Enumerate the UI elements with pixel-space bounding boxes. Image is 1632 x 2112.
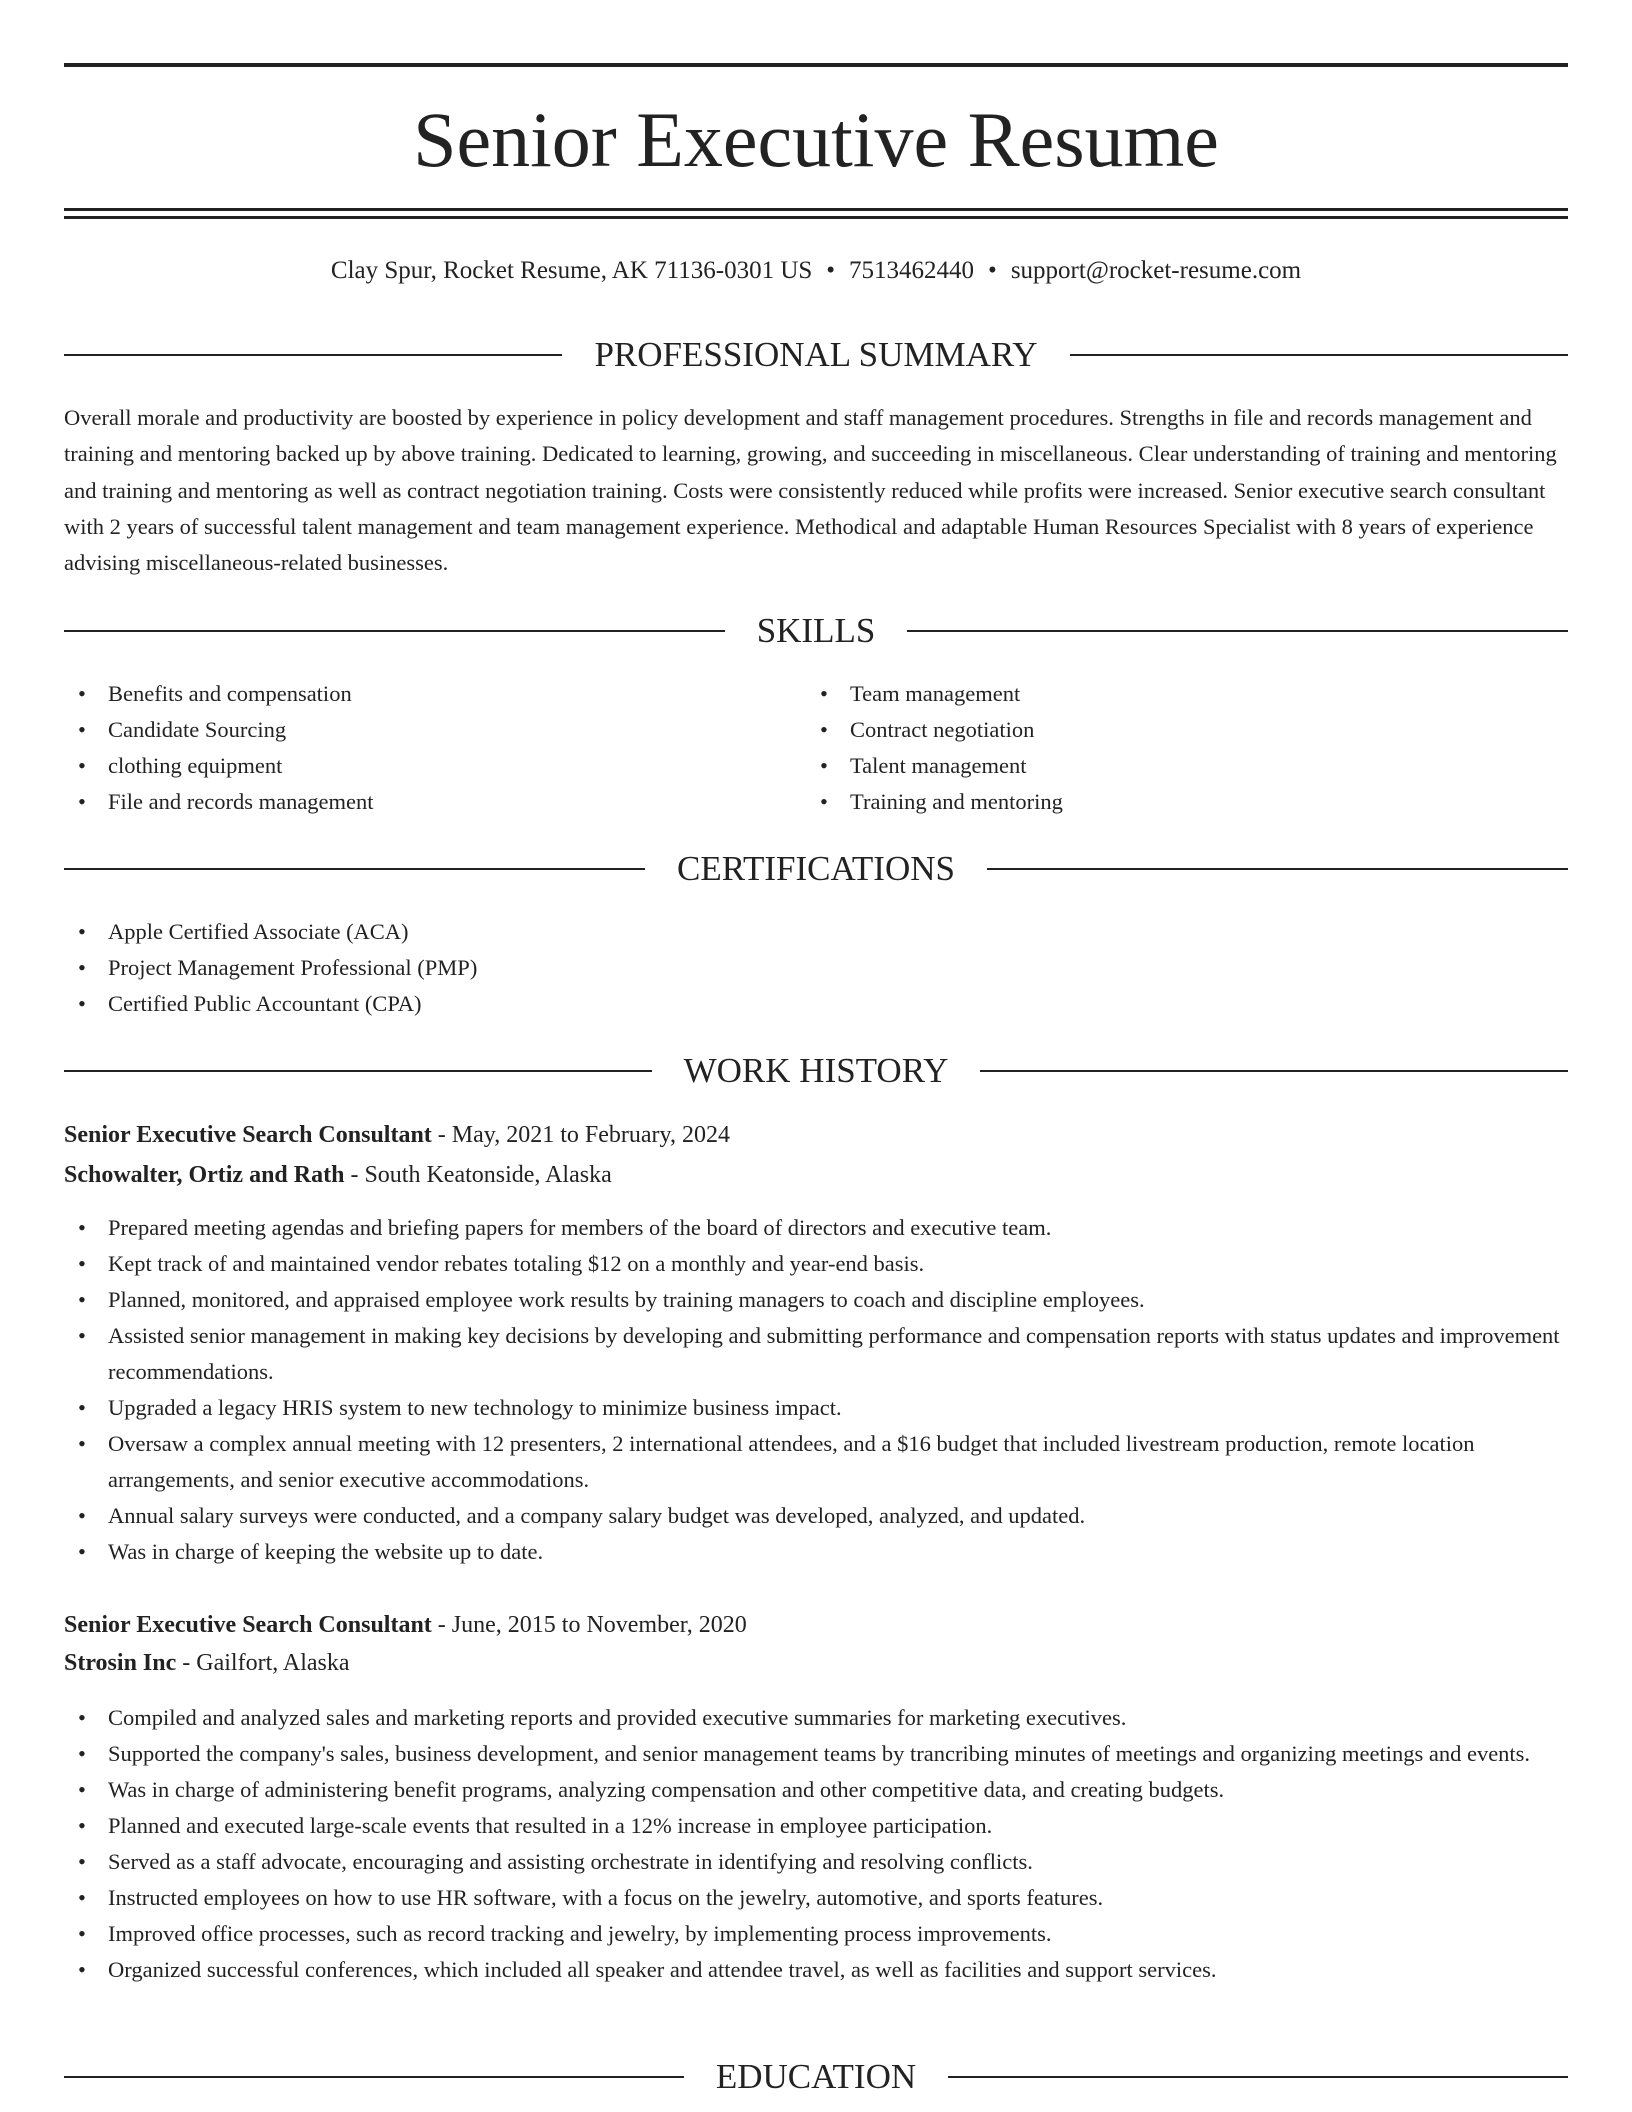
section-rule-right — [1070, 354, 1568, 356]
job-company: Schowalter, Ortiz and Rath — [64, 1162, 345, 1188]
skills-list-right — [806, 676, 1546, 820]
job-bullet: • Kept track of and maintained vendor rebates totaling $12 on a monthly and year-end basis. — [64, 1246, 1568, 1282]
job-location: - South Keatonside, Alaska — [344, 1162, 612, 1188]
contact-separator: • — [988, 257, 997, 284]
section-rule-right — [980, 1070, 1568, 1072]
section-rule-left — [64, 354, 562, 356]
job-company-line — [64, 1647, 1568, 1679]
job-bullet: • Supported the company's sales, business development, and senior management teams by trancribing minutes of meetings and organizing meetings and events. — [64, 1736, 1568, 1772]
skill-item: • Training and mentoring — [806, 784, 1546, 820]
job-bullet: • Planned, monitored, and appraised employee work results by training managers to coach and discipline employees. — [64, 1282, 1568, 1318]
job-location: - Gailfort, Alaska — [176, 1650, 350, 1676]
job-bullets — [64, 1700, 1568, 1988]
job-bullet: • Instructed employees on how to use HR software, with a focus on the jewelry, automotive, and sports features. — [64, 1880, 1568, 1916]
skill-item: • clothing equipment — [64, 748, 804, 784]
section-rule-left — [64, 2076, 684, 2078]
job-company: Strosin Inc — [64, 1650, 177, 1676]
job-bullet: • Was in charge of administering benefit programs, analyzing compensation and other competitive data, and creating budgets. — [64, 1772, 1568, 1808]
job-bullet: • Planned and executed large-scale events that resulted in a 12% increase in employee participation. — [64, 1808, 1568, 1844]
job-bullet: • Assisted senior management in making key decisions by developing and submitting performance and compensation reports with status updates and improvement recommendations. — [64, 1318, 1568, 1390]
certification-item: • Certified Public Accountant (CPA) — [64, 986, 1568, 1022]
job-bullet: • Served as a staff advocate, encouraging and assisting orchestrate in identifying and resolving conflicts. — [64, 1844, 1568, 1880]
skill-item: • Benefits and compensation — [64, 676, 804, 712]
skill-item: • Talent management — [806, 748, 1546, 784]
section-rule-right — [987, 868, 1568, 870]
job-bullet: • Organized successful conferences, which included all speaker and attendee travel, as well as facilities and support services. — [64, 1952, 1568, 1988]
section-rule-left — [64, 868, 645, 870]
section-title: PROFESSIONAL SUMMARY — [594, 335, 1038, 374]
job-title: Senior Executive Search Consultant — [64, 1612, 432, 1638]
job-bullet: • Improved office processes, such as record tracking and jewelry, by implementing process improvements. — [64, 1916, 1568, 1952]
title-double-rule-upper — [64, 208, 1568, 211]
section-header-education — [64, 2054, 1568, 2100]
certification-item: • Apple Certified Associate (ACA) — [64, 914, 1568, 950]
job-dates: - June, 2015 to November, 2020 — [431, 1612, 747, 1638]
job-title-line — [64, 1119, 1568, 1151]
job-bullet: • Prepared meeting agendas and briefing papers for members of the board of directors and executive team. — [64, 1210, 1568, 1246]
contact-address: Clay Spur, Rocket Resume, AK 71136-0301 US — [330, 257, 813, 284]
summary-paragraph: Overall morale and productivity are boosted by experience in policy development and staff management procedures. Strengths in file and records management and training and mentoring backed up by above training. Dedicated to learning, growing, and succeeding in miscellaneous. Clear understanding of training and mentoring and training and mentoring as well as contract negotiation training. Costs were consistently reduced while profits were increased. Senior executive search consultant with 2 years of successful talent management and team management experience. Methodical and adaptable Human Resources Specialist with 8 years of experience advising miscellaneous-related businesses. — [64, 405, 1557, 576]
section-header-certifications — [64, 846, 1568, 892]
section-rule-left — [64, 630, 725, 632]
section-rule-right — [948, 2076, 1568, 2078]
job-dates: - May, 2021 to February, 2024 — [431, 1122, 730, 1148]
section-header-skills — [64, 608, 1568, 654]
contact-line — [64, 255, 1568, 287]
section-title: EDUCATION — [715, 2057, 917, 2096]
section-title: CERTIFICATIONS — [677, 849, 955, 888]
resume-title: Senior Executive Resume — [413, 96, 1219, 183]
job-bullets — [64, 1210, 1568, 1570]
section-rule-right — [907, 630, 1568, 632]
top-rule — [64, 63, 1568, 67]
contact-email: support@rocket-resume.com — [1010, 257, 1302, 284]
job-bullet: • Upgraded a legacy HRIS system to new technology to minimize business impact. — [64, 1390, 1568, 1426]
job-title: Senior Executive Search Consultant — [64, 1122, 432, 1148]
skill-item: • File and records management — [64, 784, 804, 820]
skill-item: • Contract negotiation — [806, 712, 1546, 748]
title-double-rule-lower — [64, 216, 1568, 219]
section-header-summary — [64, 332, 1568, 378]
section-rule-left — [64, 1070, 652, 1072]
section-title: WORK HISTORY — [683, 1051, 949, 1090]
contact-phone: 7513462440 — [849, 257, 975, 284]
skills-list-left — [64, 676, 804, 820]
skill-item: • Candidate Sourcing — [64, 712, 804, 748]
certifications-list — [64, 914, 1568, 1022]
job-bullet: • Oversaw a complex annual meeting with 12 presenters, 2 international attendees, and a $16 budget that included livestream production, remote location arrangements, and senior executive accommodations. — [64, 1426, 1568, 1498]
job-bullet: • Annual salary surveys were conducted, and a company salary budget was developed, analyzed, and updated. — [64, 1498, 1568, 1534]
certification-item: • Project Management Professional (PMP) — [64, 950, 1568, 986]
section-title: SKILLS — [756, 611, 876, 650]
job-bullet: • Compiled and analyzed sales and marketing reports and provided executive summaries for marketing executives. — [64, 1700, 1568, 1736]
skill-item: • Team management — [806, 676, 1546, 712]
section-header-work-history — [64, 1048, 1568, 1094]
job-title-line — [64, 1609, 1568, 1641]
job-company-line — [64, 1159, 1568, 1191]
contact-separator: • — [826, 257, 836, 284]
job-bullet: • Was in charge of keeping the website up to date. — [64, 1534, 1568, 1570]
